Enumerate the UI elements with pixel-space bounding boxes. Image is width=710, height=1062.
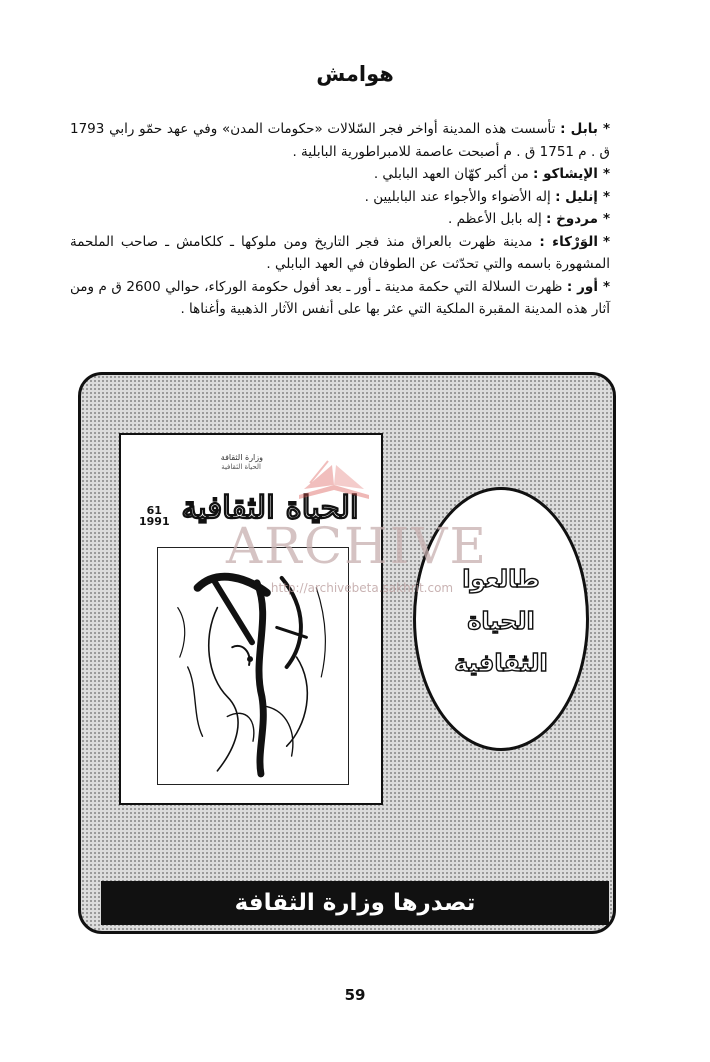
- footnotes: [70, 118, 610, 321]
- cover-ministry-label: وزارة الثقافة: [220, 453, 263, 462]
- footnote-text: إله بابل الأعظم .: [448, 211, 547, 227]
- magazine-cover-image: [119, 433, 383, 805]
- footnote: [70, 186, 610, 209]
- footnote-term: أور :: [566, 278, 598, 295]
- footnote-term: الإيشاكو :: [532, 166, 598, 182]
- promo-oval: [413, 487, 589, 751]
- promo-line: الثقافية: [454, 649, 548, 677]
- footnote-text: ظهرت السلالة التي حكمة مدينة ـ أور ـ بعد أفول حكومة الوركاء، حوالي 2600 ق م ومن آثار هذه المدينة المقبرة الملكية التي عثر بها على أنفس الآثار الذهبية وأغناها .: [70, 278, 610, 317]
- publisher-banner: تصدرها وزارة الثقافة: [101, 881, 609, 925]
- footnote: [70, 276, 610, 321]
- bullet-icon: *: [602, 166, 610, 182]
- footnote-term: بابل :: [560, 121, 598, 137]
- promo-line: الحياة: [467, 607, 535, 635]
- cover-issue-number: 61: [146, 504, 162, 517]
- footnote: [70, 231, 610, 276]
- bullet-icon: *: [602, 121, 610, 137]
- footnote-text: تأسست هذه المدينة أواخر فجر السّلالات «حكومات المدن» وفي عهد حمّو رابي 1793 ق . م 1751 ق . م أصبحت عاصمة للامبراطورية البابلية .: [70, 121, 610, 160]
- cover-artwork: [157, 547, 349, 785]
- footnote-text: من أكبر كهّان العهد البابلي .: [373, 166, 533, 182]
- footnote-term: إنليل :: [555, 188, 598, 205]
- page-title: هوامش: [316, 62, 394, 86]
- promo-line: طالعوا: [462, 565, 540, 593]
- bullet-icon: *: [602, 278, 611, 295]
- footnote: [70, 163, 610, 186]
- cover-subtitle: الحياة الثقافية: [221, 463, 261, 471]
- page-number: 59: [344, 986, 366, 1004]
- footnote-text: مدينة ظهرت بالعراق منذ فجر التاريخ ومن ملوكها ـ كلكامش ـ صاحب الملحمة المشهورة باسمه والتي تحدّثت عن الطوفان في العهد البابلي .: [70, 233, 610, 272]
- footnote-term: الوَرْكاء :: [539, 233, 598, 250]
- cover-issue-year: 1991: [139, 515, 170, 528]
- magazine-advert: [78, 372, 616, 934]
- watermark-url: http://archivebeta.sakhrit.com: [270, 581, 454, 595]
- footnote: [70, 118, 610, 163]
- bullet-icon: *: [602, 233, 611, 250]
- cover-issue-info: [139, 505, 170, 527]
- cover-masthead: الحياة الثقافية: [181, 490, 359, 526]
- bullet-icon: *: [602, 211, 610, 227]
- watermark-text: ARCHIVE: [226, 517, 488, 575]
- footnote: [70, 208, 610, 231]
- footnote-text: إله الأضواء والأجواء عند البابليين .: [364, 188, 556, 205]
- bullet-icon: *: [602, 188, 610, 205]
- footnote-term: مردوخ :: [546, 211, 598, 227]
- promo-text: [416, 558, 586, 684]
- abstract-figure-drawing: [158, 548, 348, 784]
